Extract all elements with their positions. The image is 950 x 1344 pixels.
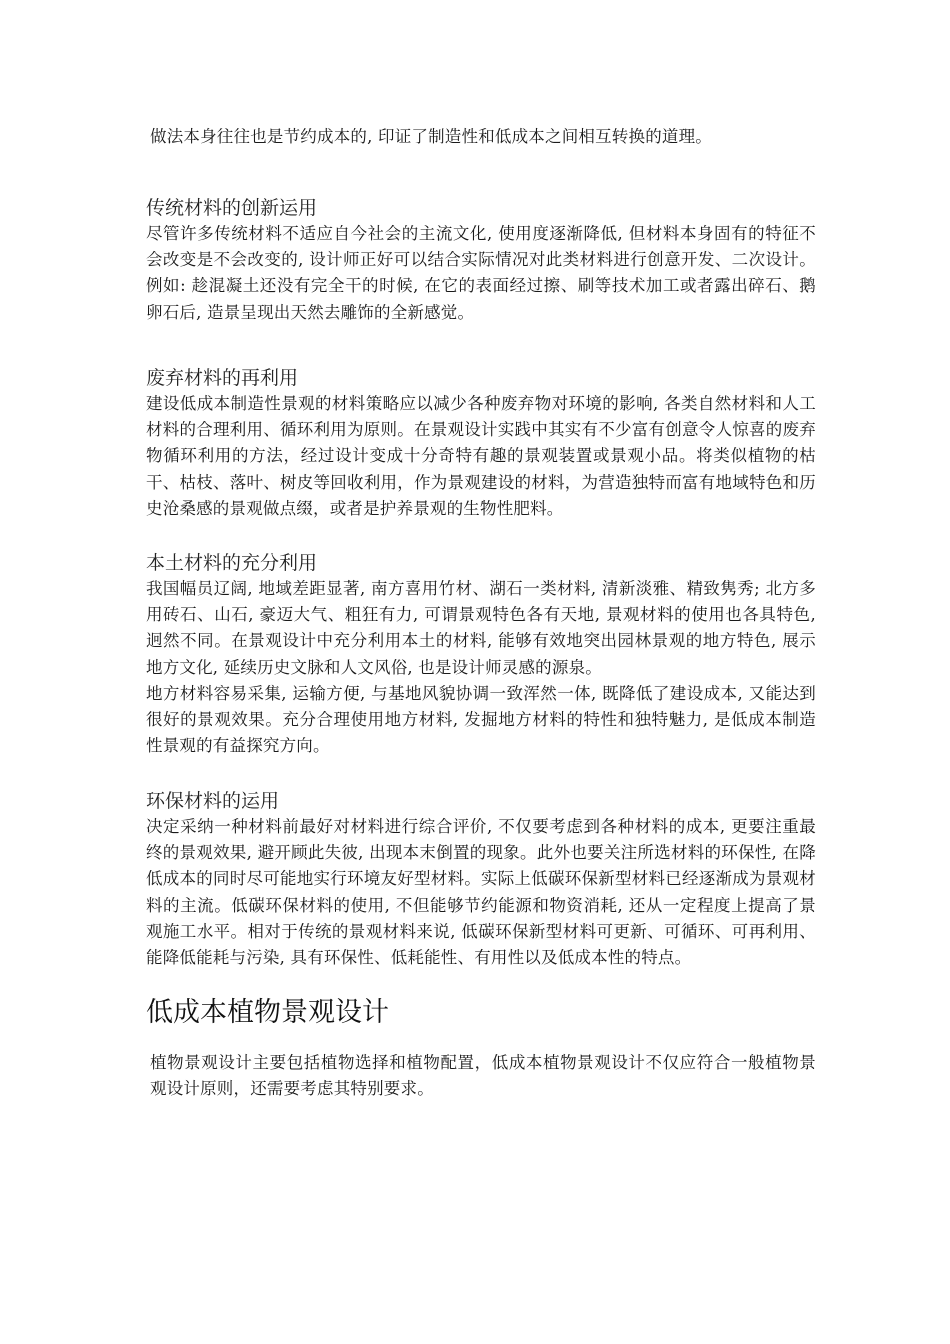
chapter-paragraph: 植物景观设计主要包括植物选择和植物配置，低成本植物景观设计不仅应符合一般植物景观设计原则，还需要考虑其特别要求。 <box>150 1053 816 1099</box>
chapter-heading: 低成本植物景观设计 <box>146 997 389 1028</box>
intro-block <box>146 124 816 150</box>
section-paragraph: 建设低成本制造性景观的材料策略应以减少各种废弃物对环境的影响, 各类自然材料和人工材料的合理利用、循环利用为原则。在景观设计实践中其实有不少富有创意令人惊喜的废弃物循环利用的方法，经过设计变成十分奇特有趣的景观装置或景观小品。将类似植物的枯干、枯枝、落叶、树皮等回收利用，作为景观建设的材料，为营造独特而富有地域特色和历史沧桑感的景观做点缀，或者是护养景观的生物性肥料。 <box>146 394 816 518</box>
section-heading: 环保材料的运用 <box>146 790 280 812</box>
section-paragraph: 尽管许多传统材料不适应自今社会的主流文化, 使用度逐渐降低, 但材料本身固有的特征不会改变是不会改变的, 设计师正好可以结合实际情况对此类材料进行创意开发、二次设计。例如: 趁混凝土还没有完全干的时候, 在它的表面经过擦、刷等技术加工或者露出碎石、鹅卵石后, 造景呈现出天然去雕饰的全新感觉。 <box>146 224 816 322</box>
section-waste-materials <box>146 365 816 522</box>
section-local-materials <box>146 550 816 759</box>
section-traditional-materials <box>146 195 816 326</box>
section-heading: 本土材料的充分利用 <box>146 552 318 574</box>
section-paragraph: 决定采纳一种材料前最好对材料进行综合评价, 不仅要考虑到各种材料的成本, 更要注重最终的景观效果, 避开顾此失彼, 出现本末倒置的现象。此外也要关注所选材料的环保性, 在降低成本的同时尽可能地实行环境友好型材料。实际上低碳环保新型材料已经逐渐成为景观材料的主流。低碳环保材料的使用, 不但能够节约能源和物资消耗, 还从一定程度上提高了景观施工水平。相对于传统的景观材料来说, 低碳环保新型材料可更新、可循环、可再利用、能降低能耗与污染, 具有环保性、低耗能性、有用性以及低成本性的特点。 <box>146 817 816 968</box>
intro-paragraph: 做法本身往往也是节约成本的, 印证了制造性和低成本之间相互转换的道理。 <box>150 127 712 146</box>
chapter-plant-landscape <box>146 996 816 1030</box>
section-eco-materials <box>146 788 816 971</box>
section-paragraph: 地方材料容易采集, 运输方便, 与基地风貌协调一致浑然一体, 既降低了建设成本, 又能达到很好的景观效果。充分合理使用地方材料, 发掘地方材料的特性和独特魅力, 是低成本制造性景观的有益探究方向。 <box>146 683 816 756</box>
section-heading: 传统材料的创新运用 <box>146 197 318 219</box>
section-paragraph: 我国幅员辽阔, 地域差距显著, 南方喜用竹材、湖石一类材料, 清新淡雅、精致隽秀; 北方多用砖石、山石, 豪迈大气、粗狂有力, 可谓景观特色各有天地, 景观材料的使用也各具特色, 迥然不同。在景观设计中充分利用本土的材料, 能够有效地突出园林景观的地方特色, 展示地方文化, 延续历史文脉和人文风俗, 也是设计师灵感的源泉。 <box>146 579 816 677</box>
section-heading: 废弃材料的再利用 <box>146 367 299 389</box>
chapter-intro-block <box>146 1050 816 1102</box>
